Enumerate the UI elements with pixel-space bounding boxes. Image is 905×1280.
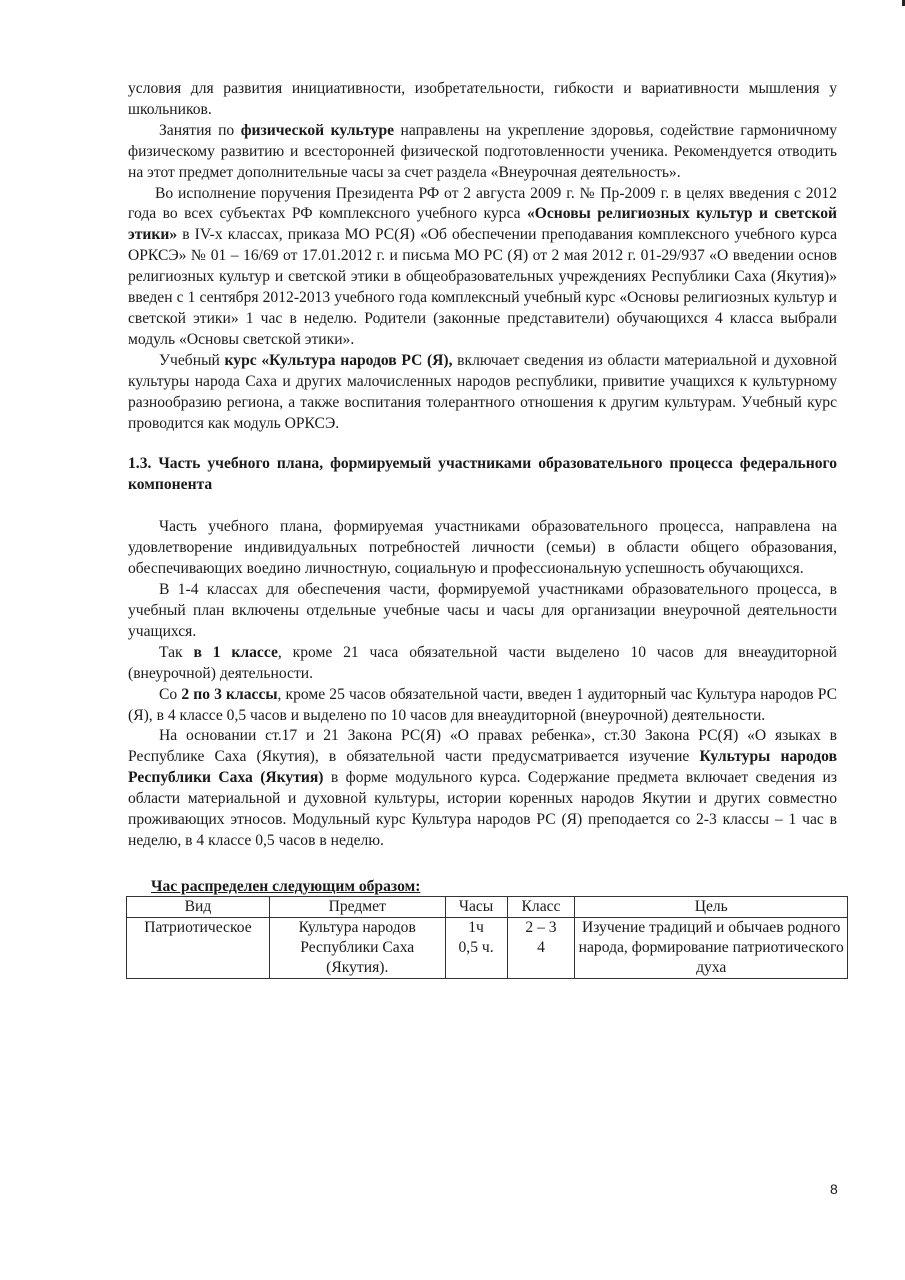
paragraph-grades-2-3 xyxy=(128,685,837,727)
column-header-predmet: Предмет xyxy=(269,896,445,917)
text: направлены на укрепление здоровья, содействие гармоничному физическому развитию и всесторонней физической подготовленности ученика. Рекомендуется отводить на этот предмет дополнительные часы за счет раздела «Внеурочная деятельность». xyxy=(128,121,837,181)
bold-text: «Основы религиозных культур и светской этики» xyxy=(128,205,838,244)
cell-klass xyxy=(507,917,575,978)
cell-chasy-line-2: 0,5 ч. xyxy=(458,938,494,956)
text: , кроме 21 часа обязательной части выделено 10 часов для внеаудиторной (внеурочной) деятельности. xyxy=(128,643,837,682)
text: Учебный xyxy=(159,351,225,369)
paragraph-physical-culture xyxy=(128,121,837,184)
text: На основании ст.17 и 21 Закона РС(Я) «О правах ребенка», ст.30 Закона РС(Я) «О языках в Республике Саха (Якутия), в обязательной части предусматривается изучение xyxy=(128,727,837,766)
bold-text: курс «Культура народов РС (Я), xyxy=(224,351,453,369)
text: , кроме 25 часов обязательной части, введен 1 аудиторный час Культура народов РС (Я), в 4 классе 0,5 часов и выделено по 10 часов для внеаудиторной (внеурочной) деятельности. xyxy=(128,685,837,724)
bold-text: в 1 классе xyxy=(193,643,278,661)
bold-text: 2 по 3 классы xyxy=(181,685,278,703)
text: Со xyxy=(159,685,182,703)
paragraph-orkse xyxy=(128,184,837,351)
cell-chasy xyxy=(445,917,507,978)
cell-predmet: Культура народов Республики Саха (Якутия). xyxy=(269,917,445,978)
text: в IV-х классах, приказа МО РС(Я) «Об обеспечении преподавания комплексного учебного курса ОРКСЭ» № 01 – 16/69 от 17.01.2012 г. и письма МО РС (Я) от 2 мая 2012 г. 01-29/937 «О введении основ религиозных культур и светской этики в общеобразовательных учреждениях Республики Саха (Якутия)» введен с 1 сентября 2012-2013 учебного года комплексный учебный курс «Основы религиозных культур и светской этики» 1 час в неделю. Родители (законные представители) обучающихся 4 класса выбрали модуль «Основы светской этики». xyxy=(128,226,837,348)
cell-klass-line-2: 4 xyxy=(537,938,545,956)
cell-cel: Изучение традиций и обычаев родного народа, формирование патриотического духа xyxy=(575,917,848,978)
column-header-vid: Вид xyxy=(127,896,270,917)
text: Занятия по xyxy=(159,121,241,139)
column-header-klass: Класс xyxy=(507,896,575,917)
text: Во исполнение поручения Президента РФ от 2 августа 2009 г. № Пр-2009 г. в целях введения с 2012 года во всех субъектах РФ комплексного учебного курса xyxy=(128,184,837,223)
hours-distribution-table xyxy=(126,896,848,979)
paragraph-part-plan: Часть учебного плана, формируемая участниками образовательного процесса, направлена на удовлетворение индивидуальных потребностей личности (семьи) в области общего образования, обеспечивающих воедино личностную, социальную и профессиональную успешность обучающихся. xyxy=(128,518,837,578)
text: включает сведения из области материальной и духовной культуры народа Саха и других малочисленных народов республики, привитие учащихся к культурному разнообразию региона, а также воспитания толерантного отношения к другим культурам. Учебный курс проводится как модуль ОРКСЭ. xyxy=(128,351,837,432)
bold-text: Культуры народов Республики Саха (Якутия) xyxy=(128,748,837,787)
cell-chasy-line-1: 1ч xyxy=(468,918,484,936)
page-number: 8 xyxy=(830,1181,838,1197)
paragraph-grade-1 xyxy=(128,643,837,685)
table-title: Час распределен следующим образом: xyxy=(151,877,421,895)
table-row xyxy=(127,917,848,978)
cell-klass-line-1: 2 – 3 xyxy=(525,918,557,936)
cell-vid: Патриотическое xyxy=(127,917,270,978)
paragraph-law-basis xyxy=(128,726,837,851)
paragraph-continuation: условия для развития инициативности, изобретательности, гибкости и вариативности мышления у школьников. xyxy=(128,80,837,118)
bold-text: физической культуре xyxy=(240,121,395,139)
column-header-cel: Цель xyxy=(575,896,848,917)
section-heading: 1.3. Часть учебного плана, формируемый участниками образовательного процесса федерального компонента xyxy=(128,455,837,494)
paragraph-culture-course xyxy=(128,351,837,435)
document-page xyxy=(128,79,844,979)
column-header-chasy: Часы xyxy=(445,896,507,917)
text: Так xyxy=(159,643,194,661)
table-header-row xyxy=(127,896,848,917)
paragraph-grades-1-4: В 1-4 классах для обеспечения части, формируемой участниками образовательного процесса, в учебный план включены отдельные учебные часы и часы для организации внеурочной деятельности учащихся. xyxy=(128,581,837,640)
text: в форме модульного курса. Содержание предмета включает сведения из области материальной и духовной культуры, истории коренных народов Якутии и других совместно проживающих этносов. Модульный курс Культура народов РС (Я) преподается со 2-3 классы – 1 час в неделю, в 4 классе 0,5 часов в неделю. xyxy=(128,769,837,849)
